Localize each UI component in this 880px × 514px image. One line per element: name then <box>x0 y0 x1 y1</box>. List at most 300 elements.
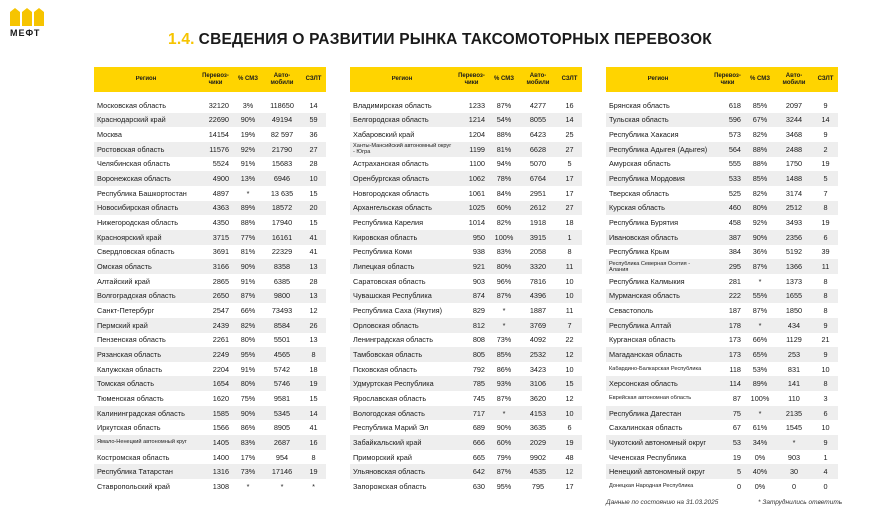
cell-cars: 22329 <box>271 247 293 257</box>
cell-cars: 3769 <box>529 320 547 330</box>
cell-region: Новгородская область <box>353 188 430 198</box>
cell-carriers: 745 <box>472 393 485 403</box>
cell-region: Воронежская область <box>97 174 171 184</box>
cell-carriers: 1214 <box>468 115 485 125</box>
cell-szlt: 1 <box>823 452 828 462</box>
cell-szlt: 15 <box>309 218 318 228</box>
table-row <box>606 171 838 186</box>
cell-carriers: 903 <box>472 276 485 286</box>
cell-sme-percent: 79% <box>496 452 512 462</box>
cell-sme-percent: 88% <box>240 218 256 228</box>
cell-cars: 5192 <box>785 247 803 257</box>
cell-cars: 2356 <box>785 232 803 242</box>
header-cars: Авто- мобили <box>270 72 294 86</box>
cell-sme-percent: 85% <box>496 349 512 359</box>
table-row <box>94 420 326 435</box>
cell-sme-percent: 90% <box>496 423 512 433</box>
cell-carriers: 187 <box>728 306 741 316</box>
cell-region: Сахалинская область <box>609 423 683 433</box>
cell-sme-percent: 66% <box>240 306 256 316</box>
cell-cars: 903 <box>787 452 801 462</box>
cell-cars: 110 <box>788 393 800 403</box>
cell-sme-percent: * <box>246 188 250 198</box>
cell-szlt: 14 <box>821 115 830 125</box>
cell-region: Хабаровский край <box>353 130 415 140</box>
cell-region: Пензенская область <box>97 335 166 345</box>
table-row <box>350 245 582 260</box>
cell-cars: 5070 <box>529 159 547 169</box>
cell-cars: 6764 <box>529 174 547 184</box>
cell-cars: 2029 <box>529 437 547 447</box>
cell-szlt: 7 <box>567 320 572 330</box>
cell-region: Приморский край <box>353 452 412 462</box>
table-row <box>606 318 838 333</box>
table-row <box>94 479 326 494</box>
cell-carriers: 1025 <box>468 203 485 213</box>
cell-cars: 5742 <box>273 364 291 374</box>
cell-szlt: 17 <box>565 188 574 198</box>
cell-sme-percent: 93% <box>496 379 512 389</box>
cell-carriers: 173 <box>728 335 741 345</box>
cell-cars: 4277 <box>529 100 547 110</box>
cell-carriers: 178 <box>728 320 741 330</box>
cell-cars: 3915 <box>529 232 547 242</box>
cell-szlt: 41 <box>309 247 318 257</box>
cell-szlt: 20 <box>309 203 318 213</box>
cell-region: Республика Хакасия <box>609 130 679 140</box>
table-row <box>606 289 838 304</box>
cell-carriers: 1620 <box>212 393 229 403</box>
cell-szlt: 3 <box>823 393 828 403</box>
table-row <box>606 406 838 421</box>
cell-cars: 1545 <box>785 423 803 433</box>
table-row <box>94 215 326 230</box>
cell-cars: 9581 <box>273 393 291 403</box>
cell-szlt: 8 <box>823 276 828 286</box>
cell-sme-percent: 80% <box>240 335 256 345</box>
cell-cars: 2058 <box>529 247 547 257</box>
cell-cars: 4153 <box>529 408 547 418</box>
table-row <box>350 406 582 421</box>
cell-cars: 73493 <box>271 306 293 316</box>
cell-region: Ярославская область <box>353 393 427 403</box>
cell-cars: 2687 <box>273 437 291 447</box>
cell-region: Вологодская область <box>353 408 425 418</box>
cell-szlt: 14 <box>309 100 318 110</box>
cell-sme-percent: 86% <box>496 364 512 374</box>
table-row <box>350 157 582 172</box>
cell-carriers: 5 <box>736 467 741 477</box>
cell-sme-percent: 96% <box>496 276 512 286</box>
cell-region: Тамбовская область <box>353 349 423 359</box>
cell-carriers: 1308 <box>212 481 229 491</box>
cell-szlt: 39 <box>821 247 830 257</box>
cell-region: Краснодарский край <box>97 115 166 125</box>
cell-carriers: 2547 <box>212 306 229 316</box>
cell-carriers: 1100 <box>469 159 485 169</box>
cell-cars: 3106 <box>529 379 547 389</box>
cell-carriers: 874 <box>472 291 485 301</box>
table-header <box>606 67 838 92</box>
cell-cars: 1750 <box>785 159 803 169</box>
cell-sme-percent: 95% <box>496 481 512 491</box>
cell-carriers: 458 <box>728 218 741 228</box>
cell-region: Архангельская область <box>353 203 432 213</box>
table-row <box>94 230 326 245</box>
table-row <box>94 201 326 216</box>
header-sme: % СМЗ <box>493 76 514 82</box>
cell-cars: 7816 <box>529 276 547 286</box>
cell-szlt: 10 <box>821 423 830 433</box>
cell-region: Тюменская область <box>97 393 164 403</box>
cell-sme-percent: 100% <box>494 232 514 242</box>
cell-region: Республика Татарстан <box>97 467 173 477</box>
cell-sme-percent: 91% <box>240 364 256 374</box>
cell-szlt: 18 <box>309 364 318 374</box>
cell-carriers: 2204 <box>212 364 229 374</box>
cell-region: Алтайский край <box>97 276 150 286</box>
table-row <box>350 289 582 304</box>
cell-carriers: 53 <box>732 437 741 447</box>
table-row <box>94 127 326 142</box>
cell-sme-percent: 73% <box>496 335 512 345</box>
cell-sme-percent: 90% <box>752 232 768 242</box>
cell-szlt: * <box>312 481 315 491</box>
table-row <box>606 333 838 348</box>
cell-sme-percent: 89% <box>752 379 768 389</box>
cell-region: Запорожская область <box>353 481 427 491</box>
cell-sme-percent: 17% <box>240 452 256 462</box>
cell-region: Калининградская область <box>97 408 185 418</box>
table-row <box>606 274 838 289</box>
table-row <box>606 230 838 245</box>
cell-region: Амурская область <box>609 159 671 169</box>
cell-szlt: 8 <box>823 379 828 389</box>
table-row <box>94 289 326 304</box>
cell-carriers: 2865 <box>212 276 229 286</box>
header-cars: Авто- мобили <box>782 72 806 86</box>
cell-region: Тульская область <box>609 115 669 125</box>
cell-sme-percent: 3% <box>242 100 254 110</box>
cell-szlt: 17 <box>565 481 574 491</box>
cell-region: Тверская область <box>609 188 670 198</box>
cell-sme-percent: 88% <box>752 159 768 169</box>
cell-carriers: 2439 <box>212 320 229 330</box>
cell-carriers: 67 <box>732 423 741 433</box>
cell-region: Новосибирская область <box>97 203 179 213</box>
table-row <box>606 157 838 172</box>
cell-sme-percent: 80% <box>752 203 768 213</box>
table-row <box>350 274 582 289</box>
table-row <box>350 464 582 479</box>
cell-carriers: 596 <box>728 115 741 125</box>
table-row <box>606 127 838 142</box>
cell-region: Ленинградская область <box>353 335 434 345</box>
table-row <box>606 186 838 201</box>
cell-szlt: 16 <box>565 100 574 110</box>
cell-cars: 1129 <box>786 335 802 345</box>
cell-region: Республика Северная Осетия - Алания <box>609 260 691 273</box>
cell-carriers: 808 <box>472 335 485 345</box>
cell-sme-percent: 19% <box>240 130 256 140</box>
cell-carriers: 785 <box>472 379 485 389</box>
cell-carriers: 689 <box>472 423 485 433</box>
cell-cars: 8055 <box>529 115 547 125</box>
cell-sme-percent: 55% <box>752 291 768 301</box>
cell-region: Республика Саха (Якутия) <box>353 306 443 316</box>
cell-carriers: 0 <box>736 481 741 491</box>
cell-cars: 30 <box>789 467 799 477</box>
cell-region: Магаданская область <box>609 349 683 359</box>
cell-sme-percent: 89% <box>240 203 256 213</box>
cell-region: Республика Калмыкия <box>609 276 685 286</box>
header-carriers: Перевоз- чики <box>202 72 229 86</box>
cell-sme-percent: 75% <box>240 393 256 403</box>
table-row <box>350 303 582 318</box>
cell-region: Ямало-Ненецкий автономный круг <box>97 439 187 446</box>
cell-sme-percent: 78% <box>496 174 512 184</box>
cell-carriers: 75 <box>732 408 741 418</box>
cell-szlt: 9 <box>823 437 828 447</box>
region-table-3 <box>606 67 838 494</box>
cell-szlt: 13 <box>309 262 318 272</box>
table-row <box>94 303 326 318</box>
cell-sme-percent: 87% <box>496 393 512 403</box>
cell-cars: 49194 <box>271 115 293 125</box>
cell-sme-percent: 87% <box>752 262 768 272</box>
cell-szlt: 2 <box>823 144 828 154</box>
cell-cars: 1655 <box>785 291 803 301</box>
cell-sme-percent: 82% <box>240 320 256 330</box>
cell-sme-percent: 92% <box>752 218 768 228</box>
table-row <box>606 303 838 318</box>
cell-cars: 3174 <box>785 188 803 198</box>
cell-carriers: 3715 <box>212 232 229 242</box>
cell-region: Костромская область <box>97 452 170 462</box>
cell-szlt: 28 <box>309 159 318 169</box>
cell-region: Республика Дагестан <box>609 408 682 418</box>
cell-sme-percent: 91% <box>240 159 256 169</box>
cell-carriers: 173 <box>728 349 741 359</box>
table-row <box>94 333 326 348</box>
cell-carriers: 295 <box>728 262 741 272</box>
cell-region: Еврейская автономная область <box>609 395 692 402</box>
cell-szlt: 5 <box>567 159 572 169</box>
cell-sme-percent: 88% <box>752 144 768 154</box>
table-row <box>606 420 838 435</box>
cell-sme-percent: 82% <box>752 130 768 140</box>
cell-region: Волгоградская область <box>97 291 176 301</box>
table-row <box>350 98 582 113</box>
table-row <box>606 479 838 494</box>
cell-szlt: 17 <box>565 174 574 184</box>
cell-cars: 2135 <box>785 408 803 418</box>
table-row <box>94 318 326 333</box>
header-sme: % СМЗ <box>749 76 770 82</box>
cell-cars: 8584 <box>273 320 291 330</box>
cell-szlt: 12 <box>565 393 574 403</box>
cell-cars: 3635 <box>529 423 547 433</box>
cell-szlt: 15 <box>565 379 574 389</box>
cell-szlt: 9 <box>823 100 828 110</box>
cell-szlt: 41 <box>309 423 318 433</box>
cell-szlt: 8 <box>823 306 828 316</box>
cell-cars: 6946 <box>273 174 291 184</box>
cell-carriers: 11576 <box>209 144 229 154</box>
cell-cars: 954 <box>275 452 289 462</box>
cell-cars: 1488 <box>785 174 803 184</box>
table-row <box>94 406 326 421</box>
cell-region: Саратовская область <box>353 276 426 286</box>
cell-region: Красноярский край <box>97 232 162 242</box>
cell-cars: * <box>792 437 796 447</box>
cell-sme-percent: 77% <box>240 232 256 242</box>
cell-sme-percent: 92% <box>240 144 256 154</box>
header-carriers: Перевоз- чики <box>458 72 485 86</box>
cell-carriers: 666 <box>472 437 485 447</box>
table-row <box>94 274 326 289</box>
cell-szlt: 59 <box>309 115 318 125</box>
table-header <box>94 67 326 92</box>
header-szlt: СЗЛТ <box>817 76 834 82</box>
cell-carriers: 1061 <box>468 188 485 198</box>
cell-sme-percent: 54% <box>496 115 512 125</box>
cell-region: Курганская область <box>609 335 676 345</box>
cell-region: Нижегородская область <box>97 218 179 228</box>
table-row <box>350 391 582 406</box>
cell-szlt: 15 <box>309 188 318 198</box>
table-row <box>94 259 326 274</box>
cell-carriers: 222 <box>728 291 741 301</box>
table-header <box>350 67 582 92</box>
cell-cars: 21790 <box>271 144 293 154</box>
cell-szlt: 19 <box>821 218 830 228</box>
table-row <box>94 113 326 128</box>
cell-carriers: 1654 <box>212 379 229 389</box>
cell-region: Брянская область <box>609 100 670 110</box>
cell-sme-percent: 0% <box>754 452 766 462</box>
cell-carriers: 573 <box>728 130 741 140</box>
cell-cars: 2532 <box>529 349 547 359</box>
cell-cars: 5345 <box>273 408 291 418</box>
cell-region: Челябинская область <box>97 159 171 169</box>
cell-cars: 2488 <box>785 144 803 154</box>
cell-cars: 17146 <box>271 467 293 477</box>
cell-carriers: 281 <box>728 276 741 286</box>
cell-szlt: 48 <box>565 452 574 462</box>
cell-region: Республика Марий Эл <box>353 423 429 433</box>
header-szlt: СЗЛТ <box>305 76 322 82</box>
cell-sme-percent: 91% <box>240 276 256 286</box>
cell-szlt: 9 <box>823 349 828 359</box>
cell-carriers: 812 <box>472 320 485 330</box>
cell-sme-percent: 95% <box>240 349 256 359</box>
cell-region: Севастополь <box>609 306 654 316</box>
cell-region: Республика Алтай <box>609 320 672 330</box>
cell-szlt: 10 <box>565 364 574 374</box>
table-row <box>94 186 326 201</box>
cell-szlt: 8 <box>823 203 828 213</box>
cell-szlt: 0 <box>823 481 828 491</box>
table-row <box>350 259 582 274</box>
cell-cars: 831 <box>787 364 801 374</box>
cell-szlt: 19 <box>309 467 318 477</box>
table-row <box>350 479 582 494</box>
cell-cars: 18572 <box>271 203 293 213</box>
table-row <box>350 171 582 186</box>
cell-sme-percent: 67% <box>752 115 768 125</box>
cell-region: Рязанская область <box>97 349 162 359</box>
cell-region: Ростовская область <box>97 144 165 154</box>
cell-cars: 1373 <box>785 276 803 286</box>
cell-cars: 9800 <box>273 291 291 301</box>
cell-carriers: 630 <box>472 481 485 491</box>
cell-cars: 17940 <box>271 218 293 228</box>
table-row <box>350 201 582 216</box>
cell-cars: 2512 <box>785 203 803 213</box>
cell-szlt: 8 <box>311 452 316 462</box>
cell-cars: 4396 <box>529 291 547 301</box>
table-row <box>606 215 838 230</box>
cell-sme-percent: 86% <box>240 423 256 433</box>
cell-cars: 8358 <box>273 262 291 272</box>
table-row <box>350 333 582 348</box>
cell-szlt: 19 <box>565 437 574 447</box>
cell-sme-percent: 36% <box>752 247 768 257</box>
cell-cars: 2612 <box>529 203 547 213</box>
cell-carriers: 4363 <box>212 203 229 213</box>
cell-szlt: 19 <box>821 159 830 169</box>
cell-carriers: 4900 <box>212 174 229 184</box>
cell-sme-percent: 90% <box>240 115 256 125</box>
cell-sme-percent: * <box>502 320 506 330</box>
cell-carriers: 618 <box>728 100 741 110</box>
header-region: Регион <box>135 76 157 82</box>
table-row <box>94 157 326 172</box>
cell-cars: 141 <box>787 379 801 389</box>
table-row <box>350 127 582 142</box>
cell-region: Омская область <box>97 262 152 272</box>
cell-region: Московская область <box>97 100 167 110</box>
table-row <box>606 347 838 362</box>
cell-szlt: 8 <box>823 291 828 301</box>
cell-carriers: 1405 <box>212 437 229 447</box>
table-row <box>606 435 838 450</box>
asterisk-footnote: * Затруднились ответить <box>758 499 843 506</box>
cell-sme-percent: 66% <box>752 335 768 345</box>
table-row <box>606 113 838 128</box>
cell-carriers: 19 <box>732 452 741 462</box>
cell-szlt: 12 <box>565 349 574 359</box>
table-row <box>94 142 326 157</box>
cell-carriers: 3166 <box>212 262 229 272</box>
cell-carriers: 2261 <box>212 335 229 345</box>
header-szlt: СЗЛТ <box>561 76 578 82</box>
cell-sme-percent: 87% <box>496 100 512 110</box>
cell-region: Кировская область <box>353 232 418 242</box>
cell-region: Астраханская область <box>353 159 429 169</box>
cell-sme-percent: 53% <box>752 364 768 374</box>
cell-sme-percent: 65% <box>752 349 768 359</box>
cell-sme-percent: 60% <box>496 203 512 213</box>
cell-sme-percent: 100% <box>750 393 770 403</box>
cell-sme-percent: * <box>758 408 762 418</box>
table-row <box>350 420 582 435</box>
cell-region: Удмуртская Республика <box>353 379 434 389</box>
cell-szlt: 41 <box>309 232 318 242</box>
cell-szlt: 36 <box>309 130 318 140</box>
cell-cars: 16161 <box>271 232 293 242</box>
